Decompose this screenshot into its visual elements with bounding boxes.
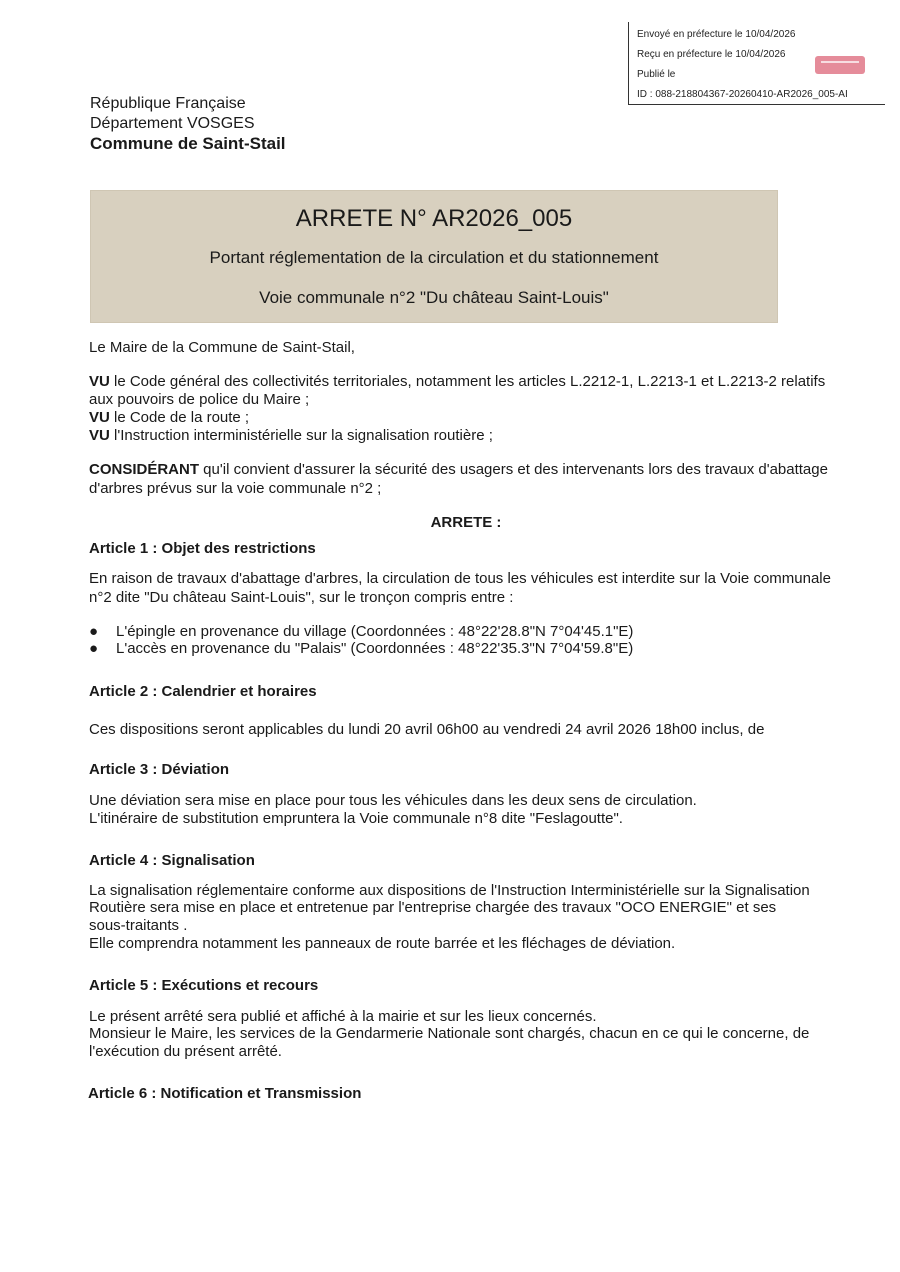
bullet-icon: ● xyxy=(89,623,99,640)
article-2-line-1: Ces dispositions seront applicables du lundi 20 avril 06h00 au vendredi 24 avril 2026 18h00 inclus, de xyxy=(89,721,765,738)
article-6-title: Article 6 : Notification et Transmission xyxy=(88,1085,362,1102)
article-5-title: Article 5 : Exécutions et recours xyxy=(89,977,319,994)
arrete-road: Voie communale n°2 "Du château Saint-Louis" xyxy=(259,288,609,307)
article-3-title: Article 3 : Déviation xyxy=(89,761,230,778)
considerant-text: qu'il convient d'assurer la sécurité des usagers et des intervenants lors des travaux d'abattage xyxy=(199,461,828,478)
vu-keyword: VU xyxy=(89,409,110,426)
header-republic: République Française xyxy=(90,95,246,112)
vu-keyword: VU xyxy=(89,373,110,390)
article-3-line-2: L'itinéraire de substitution empruntera la Voie communale n°8 dite "Feslagoutte". xyxy=(89,810,623,827)
title-banner xyxy=(90,190,778,323)
stamp-sent: Envoyé en préfecture le 10/04/2026 xyxy=(637,29,796,40)
bullet-icon: ● xyxy=(89,640,99,657)
vu-2-text: le Code de la route ; xyxy=(109,409,250,426)
stamp-received: Reçu en préfecture le 10/04/2026 xyxy=(637,49,786,60)
prefecture-stamp xyxy=(628,22,885,105)
vu-2 xyxy=(89,409,249,427)
vu-1-text: le Code général des collectivités territoriales, notamment les articles L.2212-1, L.2213-1 et L.2213-2 relatifs xyxy=(109,373,826,390)
article-2-title: Article 2 : Calendrier et horaires xyxy=(89,683,317,700)
document-header xyxy=(90,94,286,154)
list-item-text: L'épingle en provenance du village (Coordonnées : 48°22'28.8"N 7°04'45.1"E) xyxy=(116,623,634,640)
article-4-line-4: Elle comprendra notamment les panneaux de route barrée et les fléchages de déviation. xyxy=(89,935,676,952)
vu-keyword: VU xyxy=(89,427,110,444)
article-3-line-1: Une déviation sera mise en place pour tous les véhicules dans les deux sens de circulation. xyxy=(89,792,697,809)
article-1-title: Article 1 : Objet des restrictions xyxy=(89,540,316,557)
stamp-logo-icon xyxy=(815,56,865,74)
list-item xyxy=(89,640,633,658)
vu-1 xyxy=(89,373,825,391)
considerant-keyword: CONSIDÉRANT xyxy=(89,461,200,478)
vu-3-text: l'Instruction interministérielle sur la signalisation routière ; xyxy=(109,427,493,444)
stamp-published: Publié le xyxy=(637,69,676,80)
article-4-line-2: Routière sera mise en place et entretenue par l'entreprise chargée des travaux "OCO ENERGIE" et ses xyxy=(89,899,777,916)
article-5-line-1: Le présent arrêté sera publié et affiché à la mairie et sur les lieux concernés. xyxy=(89,1008,597,1025)
vu-1-cont: aux pouvoirs de police du Maire ; xyxy=(89,391,310,408)
article-4-title: Article 4 : Signalisation xyxy=(89,852,255,869)
arrete-subtitle: Portant réglementation de la circulation et du stationnement xyxy=(209,248,659,267)
arrete-title: ARRETE N° AR2026_005 xyxy=(295,205,573,232)
article-5-line-2: Monsieur le Maire, les services de la Gendarmerie Nationale sont chargés, chacun en ce qui le concerne, de xyxy=(89,1025,810,1042)
header-commune: Commune de Saint-Stail xyxy=(90,134,286,153)
arrete-heading: ARRETE : xyxy=(430,514,502,531)
vu-3 xyxy=(89,427,493,445)
list-item xyxy=(89,623,633,641)
considerant-1 xyxy=(89,461,828,479)
list-item-text: L'accès en provenance du "Palais" (Coordonnées : 48°22'35.3"N 7°04'59.8"E) xyxy=(116,640,634,657)
intro-line: Le Maire de la Commune de Saint-Stail, xyxy=(89,339,355,356)
stamp-id: ID : 088-218804367-20260410-AR2026_005-AI xyxy=(637,89,848,100)
header-department: Département VOSGES xyxy=(90,115,255,132)
article-4-line-3: sous-traitants . xyxy=(89,917,188,934)
considerant-2: d'arbres prévus sur la voie communale n°2 ; xyxy=(89,480,382,497)
article-1-line-2: n°2 dite "Du château Saint-Louis", sur le tronçon compris entre : xyxy=(89,589,514,606)
article-5-line-3: l'exécution du présent arrêté. xyxy=(89,1043,282,1060)
article-1-line-1: En raison de travaux d'abattage d'arbres, la circulation de tous les véhicules est interdite sur la Voie communale xyxy=(89,570,831,587)
article-4-line-1: La signalisation réglementaire conforme aux dispositions de l'Instruction Interministérielle sur la Signalisation xyxy=(89,882,810,899)
